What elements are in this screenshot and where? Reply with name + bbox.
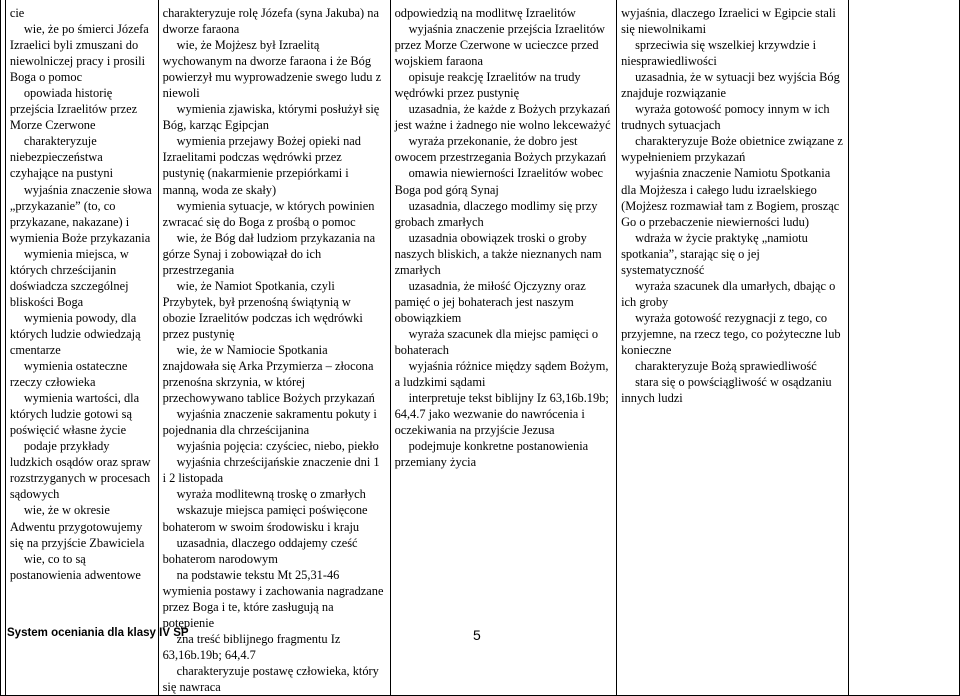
- list-item: wskazuje miejsca pamięci poświęcone bohaterom w swoim środowisku i kraju: [162, 503, 368, 534]
- list-item: wie, że po śmierci Józefa Izraelici byli zmuszani do niewolniczej pracy i prosili Boga o pomoc: [9, 22, 149, 85]
- list-item: charakteryzuje rolę Józefa (syna Jakuba) na dworze faraona: [162, 6, 379, 37]
- list-item: opowiada historię przejścia Izraelitów przez Morze Czerwone: [9, 86, 138, 133]
- list-item: wymienia miejsca, w których chrześcijanin doświadcza szczególnej bliskości Boga: [9, 246, 129, 309]
- grade-column-4: [617, 0, 849, 696]
- list-item: wie, że Namiot Spotkania, czyli Przybytek, był przenośną świątynią w obozie Izraelitów podczas ich wędrówki przez pustynię: [162, 278, 363, 341]
- list-item: wymienia przejawy Bożej opieki nad Izraelitami podczas wędrówki przez pustynię (nakarmienie przepiórkami i manną, woda ze skały): [162, 134, 361, 197]
- list-item: stara się o powściągliwość w osądzaniu innych ludzi: [621, 375, 832, 406]
- list-item: uzasadnia, że w sytuacji bez wyjścia Bóg znajduje rozwiązanie: [621, 70, 840, 101]
- page-number: 5: [473, 627, 481, 643]
- list-item: wyraża szacunek dla miejsc pamięci o bohaterach: [394, 326, 599, 357]
- table-row: [1, 0, 960, 696]
- list-item: uzasadnia obowiązek troski o groby naszych bliskich, a także nieznanych nam zmarłych: [394, 230, 602, 277]
- grade-column-2: [158, 0, 390, 696]
- list-item: uzasadnia, że miłość Ojczyzny oraz pamięć o jej bohaterach jest naszym obowiązkiem: [394, 278, 586, 325]
- list-item: wyjaśnia znaczenie Namiotu Spotkania dla Mojżesza i całego ludu izraelskiego (Mojżesz rozmawiał tam z Bogiem, prosząc Go o przebaczenie niewierności ludu): [621, 166, 840, 229]
- list-item: uzasadnia, dlaczego modlimy się przy grobach zmarłych: [394, 198, 598, 229]
- list-item: charakteryzuje niebezpieczeństwa czyhające na pustyni: [9, 134, 114, 181]
- list-item: wyraża gotowość rezygnacji z tego, co przyjemne, na rzecz tego, co pożyteczne lub konieczne: [621, 310, 841, 357]
- list-item: wyraża modlitewną troskę o zmarłych: [176, 487, 366, 502]
- list-item: uzasadnia, że każde z Bożych przykazań jest ważne i żadnego nie wolno lekceważyć: [394, 102, 611, 133]
- list-item: uzasadnia, dlaczego oddajemy cześć bohaterom narodowym: [162, 535, 358, 566]
- list-item: wymienia wartości, dla których ludzie gotowi są poświęcić własne życie: [9, 391, 140, 438]
- list-item: wyraża gotowość pomocy innym w ich trudnych sytuacjach: [621, 102, 830, 133]
- list-item: charakteryzuje postawę człowieka, który się nawraca: [162, 663, 379, 694]
- list-item: podaje przykłady ludzkich osądów oraz spraw rozstrzyganych w procesach sądowych: [9, 439, 151, 502]
- list-item: wie, co to są postanowienia adwentowe: [9, 551, 141, 582]
- grade-column-3: [390, 0, 617, 696]
- list-item: sprzeciwia się wszelkiej krzywdzie i niesprawiedliwości: [621, 38, 817, 69]
- list-item: odpowiedzią na modlitwę Izraelitów: [394, 6, 576, 20]
- list-item: zna treść biblijnego fragmentu Iz 63,16b.19b; 64,4.7: [162, 631, 341, 662]
- list-item: charakteryzuje Bożą sprawiedliwość: [635, 359, 817, 374]
- list-item: wie, że Mojżesz był Izraelitą wychowanym na dworze faraona i że Bóg powierzył mu wyprowadzenie swego ludu z niewoli: [162, 38, 382, 101]
- list-item: wyjaśnia, dlaczego Izraelici w Egipcie stali się niewolnikami: [621, 6, 836, 37]
- list-item: wymienia zjawiska, którymi posłużył się Bóg, karząc Egipcjan: [162, 102, 380, 133]
- list-item: wyjaśnia różnice między sądem Bożym, a ludzkimi sądami: [394, 359, 609, 390]
- list-item: wyjaśnia znaczenie słowa „przykazanie” (to, co przykazane, nakazane) i wymienia Boże przykazania: [9, 182, 152, 245]
- list-item: wie, że w Namiocie Spotkania znajdowała się Arka Przymierza – złocona przenośna skrzynia, w której przechowywano tablice Bożych przykazań: [162, 342, 375, 406]
- list-item: na podstawie tekstu Mt 25,31-46 wymienia postawy i zachowania nagradzane przez Boga i te, które zasługują na potępienie: [162, 567, 384, 630]
- list-item: charakteryzuje Boże obietnice związane z wypełnieniem przykazań: [621, 134, 843, 165]
- list-item: wymienia sytuacje, w których powinien zwracać się do Boga z prośbą o pomoc: [162, 198, 375, 229]
- list-item: wyjaśnia znaczenie przejścia Izraelitów przez Morze Czerwone w ucieczce przed wojskiem faraona: [394, 22, 605, 69]
- list-item: opisuje reakcję Izraelitów na trudy wędrówki przez pustynię: [394, 70, 581, 101]
- list-item: wymienia powody, dla których ludzie odwiedzają cmentarze: [9, 310, 141, 357]
- list-item: wyraża szacunek dla umarłych, dbając o ich groby: [621, 278, 836, 309]
- list-item: wymienia ostateczne rzeczy człowieka: [9, 359, 128, 390]
- list-item: wyjaśnia chrześcijańskie znaczenie dni 1 i 2 listopada: [162, 455, 380, 486]
- list-item: interpretuje tekst biblijny Iz 63,16b.19b; 64,4.7 jako wezwanie do nawrócenia i oczekiwania na przyjście Jezusa: [394, 391, 609, 438]
- grade-column-5: [849, 0, 960, 696]
- footer-label: System oceniania dla klasy IV SP: [7, 627, 189, 639]
- list-item: cie: [9, 6, 25, 20]
- list-item: omawia niewierności Izraelitów wobec Boga pod górą Synaj: [394, 166, 603, 197]
- list-item: wie, że w okresie Adwentu przygotowujemy się na przyjście Zbawiciela: [9, 503, 145, 550]
- grade-column-1: [5, 0, 158, 696]
- list-item: podejmuje konkretne postanowienia przemiany życia: [394, 439, 589, 470]
- list-item: wdraża w życie praktykę „namiotu spotkania”, starając się o jej systematyczność: [621, 230, 808, 277]
- list-item: wyjaśnia znaczenie sakramentu pokuty i pojednania dla chrześcijanina: [162, 407, 377, 438]
- list-item: wyraża przekonanie, że dobro jest owocem przestrzegania Bożych przykazań: [394, 134, 607, 165]
- list-item: wyjaśnia pojęcia: czyściec, niebo, piekło: [176, 439, 379, 454]
- list-item: wie, że Bóg dał ludziom przykazania na górze Synaj i zobowiązał do ich przestrzegania: [162, 230, 376, 277]
